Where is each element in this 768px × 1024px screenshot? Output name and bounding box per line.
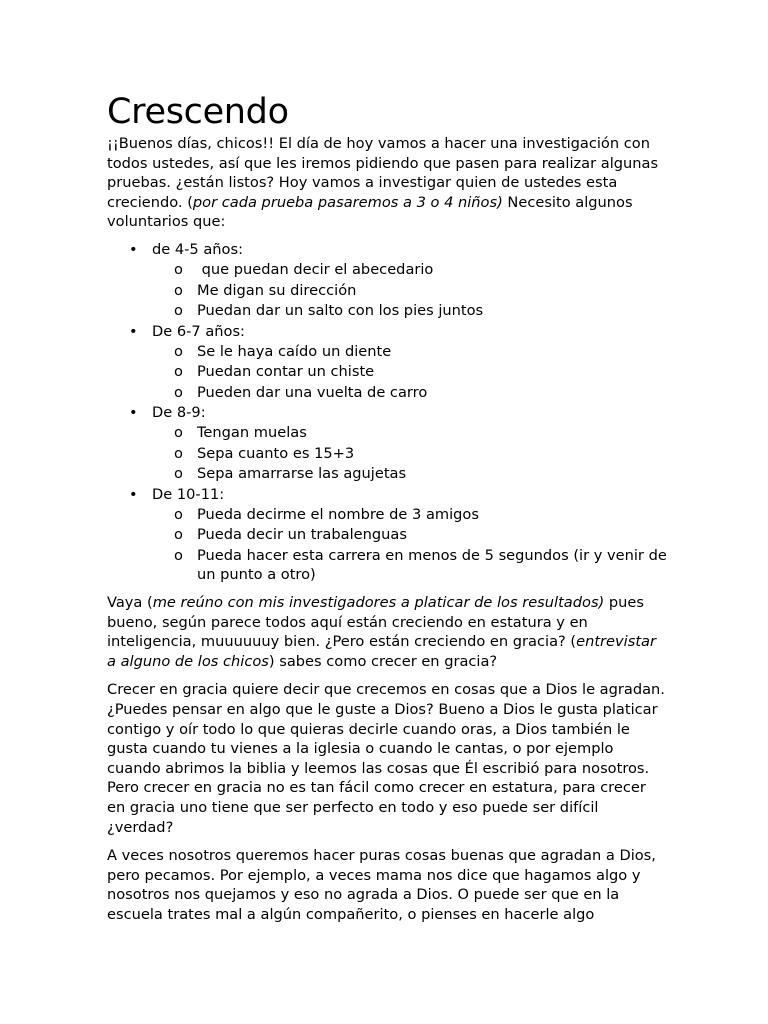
task-item <box>152 342 667 362</box>
task-item <box>152 525 667 545</box>
paragraph-text: Vaya ( <box>107 594 153 612</box>
task-text: Puedan dar un salto con los pies juntos <box>197 302 484 320</box>
task-text: Me digan su dirección <box>197 281 357 299</box>
circle-bullet-icon: o <box>174 444 183 462</box>
age-group-label: De 8-9: <box>152 404 206 422</box>
task-text: Pueda hacer esta carrera en menos de 5 segundos (ir y venir de un punto a otro) <box>197 546 667 584</box>
circle-bullet-icon: o <box>174 383 183 401</box>
task-text: Sepa amarrarse las agujetas <box>197 465 407 483</box>
document-title: Crescendo <box>107 92 289 132</box>
age-group-item <box>107 403 667 484</box>
task-list <box>152 342 667 402</box>
circle-bullet-icon: o <box>174 261 183 279</box>
task-text: Pueda decir un trabalenguas <box>197 526 407 544</box>
circle-bullet-icon: o <box>174 546 183 564</box>
intro-text-end: Necesito algunos voluntarios que: <box>107 193 633 231</box>
age-group-label: De 6-7 años: <box>152 322 245 340</box>
circle-bullet-icon: o <box>174 363 183 381</box>
task-item <box>152 281 667 301</box>
task-item <box>152 546 667 585</box>
age-group-item <box>107 485 667 585</box>
task-list <box>152 423 667 483</box>
bullet-icon: • <box>129 404 138 422</box>
intro-paragraph <box>107 134 667 232</box>
age-group-label: de 4-5 años: <box>152 240 243 258</box>
paragraph-text: ) sabes como crecer en gracia? <box>268 652 498 670</box>
task-item <box>152 444 667 464</box>
task-item <box>152 464 667 484</box>
task-item <box>152 362 667 382</box>
task-text: Pueden dar una vuelta de carro <box>197 383 428 401</box>
task-item <box>152 383 667 403</box>
circle-bullet-icon: o <box>174 281 183 299</box>
circle-bullet-icon: o <box>174 465 183 483</box>
circle-bullet-icon: o <box>174 506 183 524</box>
task-text: que puedan decir el abecedario <box>197 261 434 279</box>
task-text: Se le haya caído un diente <box>197 342 392 360</box>
task-list <box>152 505 667 585</box>
bullet-icon: • <box>129 322 138 340</box>
circle-bullet-icon: o <box>174 424 183 442</box>
task-text: Pueda decirme el nombre de 3 amigos <box>197 506 479 524</box>
age-group-list <box>107 240 667 585</box>
age-group-item <box>107 322 667 403</box>
task-item <box>152 301 667 321</box>
task-item <box>152 505 667 525</box>
italic-note: me reúno con mis investigadores a platicar de los resultados) <box>152 594 605 612</box>
task-text: Tengan muelas <box>197 424 307 442</box>
intro-text: ¡¡Buenos días, chicos!! El día de hoy vamos a hacer una investigación con todos ustedes, así que les iremos pidiendo que pasen para realizar algunas pruebas. ¿están listos? Hoy vamos a investigar quien de ustedes esta creciendo. ( <box>107 135 659 211</box>
circle-bullet-icon: o <box>174 342 183 360</box>
age-group-item <box>107 240 667 321</box>
circle-bullet-icon: o <box>174 526 183 544</box>
sin-paragraph: A veces nosotros queremos hacer puras cosas buenas que agradan a Dios, pero pecamos. Por ejemplo, a veces mama nos dice que hagamos algo y nosotros nos quejamos y eso no agrada a Dios. O puede ser que en la escuela trates mal a algún compañerito, o pienses en hacerle algo <box>107 847 656 923</box>
circle-bullet-icon: o <box>174 302 183 320</box>
task-text: Puedan contar un chiste <box>197 363 375 381</box>
results-paragraph <box>107 593 667 671</box>
document-body <box>107 90 667 934</box>
bullet-icon: • <box>129 240 138 258</box>
grace-paragraph: Crecer en gracia quiere decir que crecemos en cosas que a Dios le agradan. ¿Puedes pensar en algo que le guste a Dios? Bueno a Dios le gusta platicar contigo y oír todo lo que quieras decirle cuando oras, a Dios también le gusta cuando tu vienes a la iglesia o cuando le cantas, o por ejemplo cuando abrimos la biblia y leemos las cosas que Él escribió para nosotros. Pero crecer en gracia no es tan fácil como crecer en estatura, para crecer en gracia uno tiene que ser perfecto en todo y eso puede ser difícil ¿verdad? <box>107 681 665 836</box>
paragraph-text: pues bueno, según parece todos aquí están creciendo en estatura y en inteligencia, muuuuuuy bien. ¿Pero están creciendo en gracia? ( <box>107 594 644 651</box>
italic-note: entrevistar a alguno de los chicos <box>107 633 656 670</box>
task-item <box>152 423 667 443</box>
task-text: Sepa cuanto es 15+3 <box>197 444 355 462</box>
task-item <box>152 260 667 280</box>
age-group-label: De 10-11: <box>152 485 225 503</box>
bullet-icon: • <box>129 485 138 503</box>
intro-italic-note: por cada prueba pasaremos a 3 o 4 niños) <box>192 193 503 211</box>
task-list <box>152 260 667 320</box>
